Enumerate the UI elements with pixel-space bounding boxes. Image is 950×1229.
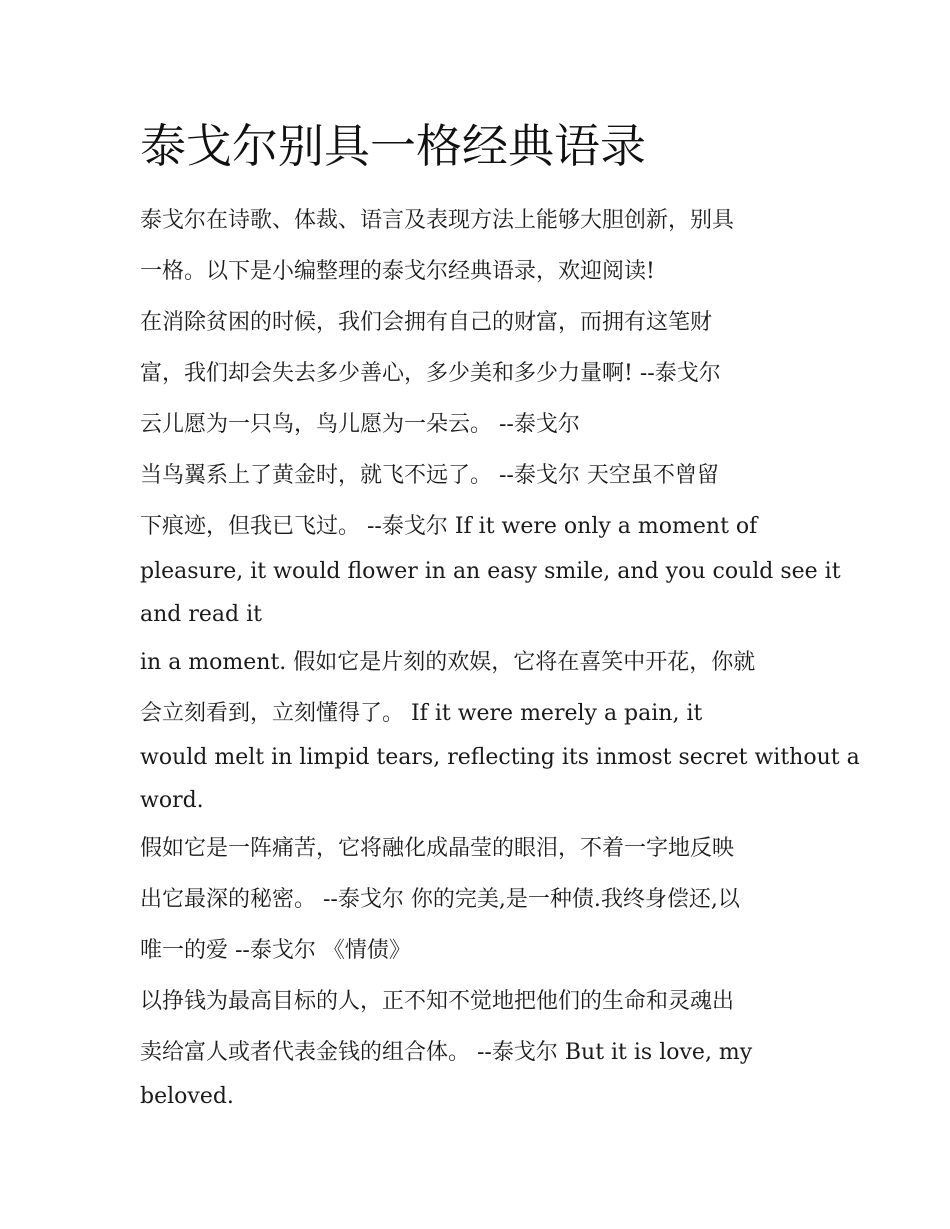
text-line: 会立刻看到，立刻懂得了。 If it were merely a pain, it [140, 701, 703, 726]
text-line: 富，我们却会失去多少善心，多少美和多少力量啊! --泰戈尔 [140, 361, 721, 386]
text-line: 泰戈尔在诗歌、体裁、语言及表现方法上能够大胆创新，别具 [140, 208, 735, 233]
page-title: 泰戈尔别具一格经典语录 [140, 119, 646, 173]
text-line: 一格。以下是小编整理的泰戈尔经典语录，欢迎阅读! [140, 259, 655, 284]
text-line: would melt in limpid tears, reflecting its inmost secret without a [140, 745, 860, 770]
text-line: and read it [140, 602, 262, 627]
text-line: 下痕迹，但我已飞过。 --泰戈尔 If it were only a moment of [140, 514, 758, 539]
text-line: pleasure, it would flower in an easy smile, and you could see it [140, 559, 841, 584]
text-line: in a moment. 假如它是片刻的欢娱，它将在喜笑中开花，你就 [140, 650, 756, 675]
text-line: 唯一的爱 --泰戈尔 《情债》 [140, 938, 411, 963]
text-line: 出它最深的秘密。 --泰戈尔 你的完美,是一种债.我终身偿还,以 [140, 887, 740, 912]
text-line: 云儿愿为一只鸟，鸟儿愿为一朵云。 --泰戈尔 [140, 412, 580, 437]
text-line: 在消除贫困的时候，我们会拥有自己的财富，而拥有这笔财 [140, 310, 713, 335]
text-line: 卖给富人或者代表金钱的组合体。 --泰戈尔 But it is love, my [140, 1040, 753, 1065]
text-line: 以挣钱为最高目标的人，正不知不觉地把他们的生命和灵魂出 [140, 989, 735, 1014]
text-line: word. [140, 788, 204, 813]
text-line: beloved. [140, 1084, 234, 1109]
text-line: 假如它是一阵痛苦，它将融化成晶莹的眼泪，不着一字地反映 [140, 836, 735, 861]
text-line: 当鸟翼系上了黄金时，就飞不远了。 --泰戈尔 天空虽不曾留 [140, 463, 719, 488]
